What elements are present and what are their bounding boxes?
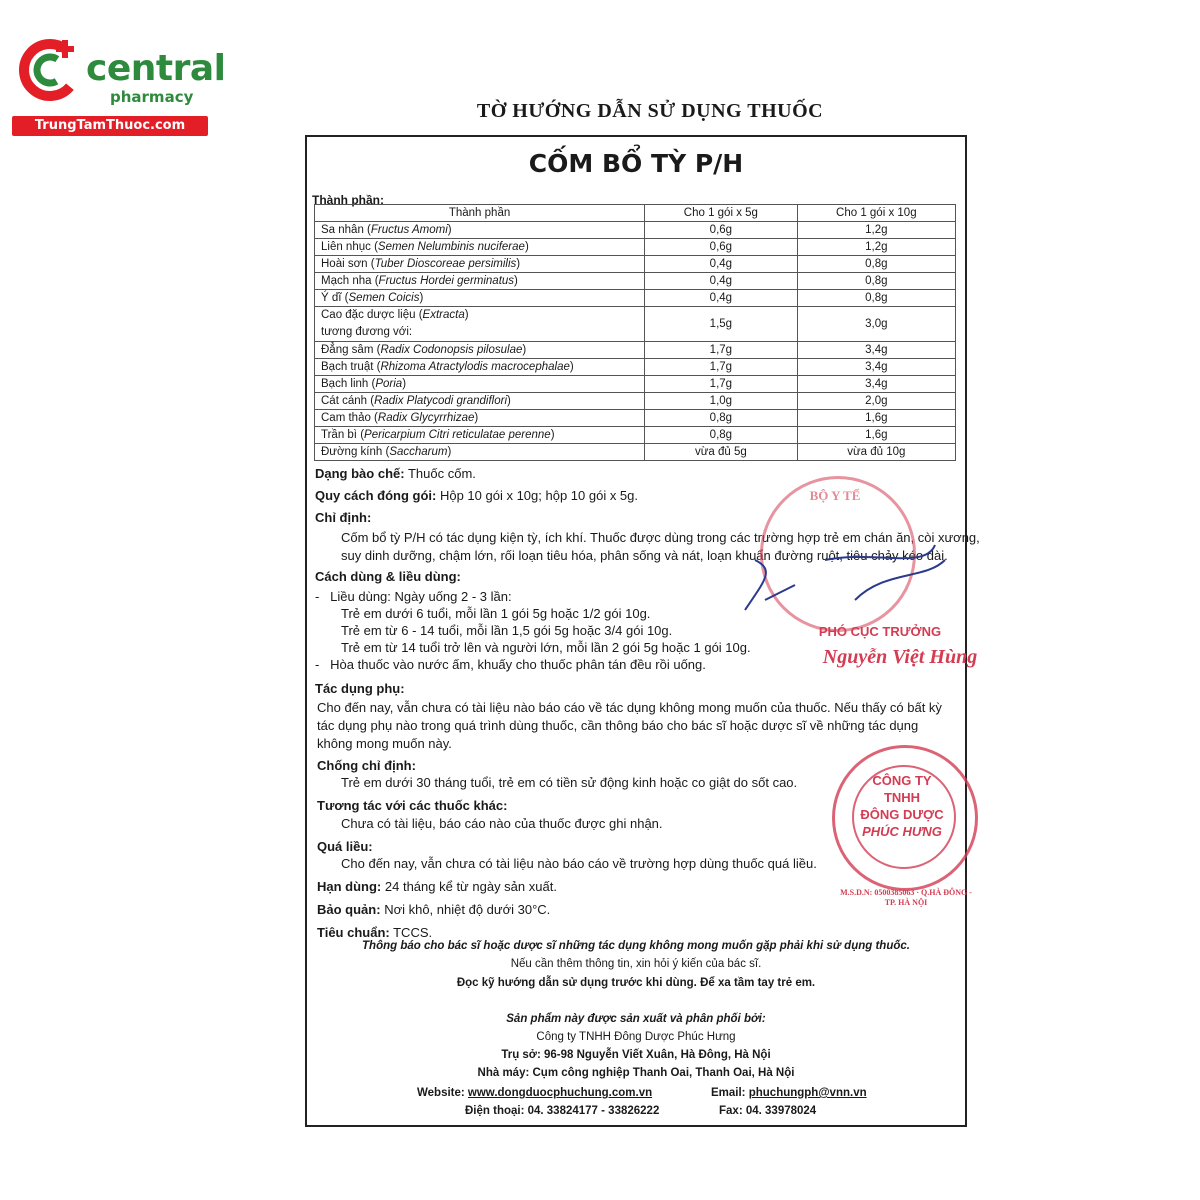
ingredients-table — [314, 204, 956, 461]
table-row — [315, 222, 956, 239]
ingredient-name: Cam thảo (Radix Glycyrrhizae) — [315, 410, 645, 427]
manufacturer-company: Công ty TNHH Đông Dược Phúc Hưng — [536, 1031, 736, 1043]
usage-text: Liều dùng: Ngày uống 2 - 3 lần: — [330, 589, 512, 604]
brand-banner: TrungTamThuoc.com — [12, 116, 208, 136]
table-row — [315, 256, 956, 273]
usage-text: Hòa thuốc vào nước ấm, khuấy cho thuốc phân tán đều rồi uống. — [330, 657, 706, 672]
brand-sub: pharmacy — [110, 88, 194, 106]
dose-5g: 0,8g — [645, 410, 798, 427]
ingredient-name: Mạch nha (Fructus Hordei germinatus) — [315, 273, 645, 290]
email-link[interactable]: phuchungph@vnn.vn — [748, 1087, 867, 1099]
header-cell: Thành phần — [315, 205, 645, 222]
dose-10g: 1,2g — [797, 239, 955, 256]
notice-line: Đọc kỹ hướng dẫn sử dụng trước khi dùng. Để xa tầm tay trẻ em. — [456, 977, 816, 989]
usage-line: - Liều dùng: Ngày uống 2 - 3 lần: — [315, 589, 512, 604]
table-row — [315, 307, 956, 342]
ingredient-name: Cao đặc dược liệu (Extracta) tương đương với: — [315, 307, 645, 342]
side-effects-line: tác dụng phụ nào trong quá trình dùng thuốc, cần thông báo cho bác sĩ hoặc dược sĩ về những tác dụng — [317, 718, 919, 733]
company-stamp-line: PHÚC HƯNG — [862, 824, 942, 839]
overdose-label: Quá liều: — [317, 839, 373, 854]
table-row — [315, 239, 956, 256]
ingredient-name: Liên nhục (Semen Nelumbinis nuciferae) — [315, 239, 645, 256]
usage-line: Trẻ em dưới 6 tuổi, mỗi lần 1 gói 5g hoặc 1/2 gói 10g. — [341, 606, 651, 621]
notice-line: Nếu cần thêm thông tin, xin hỏi ý kiến của bác sĩ. — [510, 958, 762, 970]
side-effects-label: Tác dụng phụ: — [315, 681, 405, 696]
table-row — [315, 342, 956, 359]
manufacturer-intro — [307, 1013, 965, 1025]
ingredient-name: Đẳng sâm (Radix Codonopsis pilosulae) — [315, 342, 645, 359]
brand-name: central — [86, 48, 226, 89]
indication-label: Chỉ định: — [315, 510, 372, 525]
ingredient-name: Bạch linh (Poria) — [315, 376, 645, 393]
website-link[interactable]: www.dongduocphuchung.com.vn — [467, 1087, 653, 1099]
dose-5g: 1,0g — [645, 393, 798, 410]
table-row — [315, 410, 956, 427]
packaging-label: Quy cách đóng gói: — [315, 488, 437, 503]
side-effects-line: Cho đến nay, vẫn chưa có tài liệu nào báo cáo về tác dụng không mong muốn của thuốc. Nếu thấy có bất kỳ — [317, 700, 942, 715]
manufacturer-hq: Trụ sở: 96-98 Nguyễn Viết Xuân, Hà Đông, Hà Nội — [501, 1049, 771, 1061]
dose-10g: 3,4g — [797, 342, 955, 359]
interaction-value: Chưa có tài liệu, báo cáo nào của thuốc được ghi nhận. — [341, 816, 663, 831]
dose-5g: 0,6g — [645, 222, 798, 239]
dose-10g: 0,8g — [797, 273, 955, 290]
phone: Điện thoại: 04. 33824177 - 33826222 — [465, 1105, 660, 1117]
packaging-value: Hộp 10 gói x 10g; hộp 10 gói x 5g. — [439, 488, 639, 503]
email-row — [711, 1084, 867, 1102]
notice-text: Thông báo cho bác sĩ hoặc dược sĩ những tác dụng không mong muốn gặp phải khi sử dụng thuốc. — [362, 940, 910, 952]
contraindication-label: Chống chỉ định: — [317, 758, 416, 773]
company-stamp-ring-text: M.S.D.N: 0500385063 · Q.HÀ ĐÔNG - TP. HÀ NỘI — [840, 888, 972, 907]
ingredient-name: Đường kính (Saccharum) — [315, 444, 645, 461]
packaging — [315, 487, 638, 505]
dose-5g: 0,6g — [645, 239, 798, 256]
indication-line: Cốm bổ tỳ P/H có tác dụng kiện tỳ, ích khí. Thuốc được dùng trong các trường hợp trẻ em chán ăn, còi xương, — [341, 530, 980, 545]
ingredient-name: Trần bì (Pericarpium Citri reticulatae perenne) — [315, 427, 645, 444]
dose-5g: 1,7g — [645, 376, 798, 393]
interaction-label: Tương tác với các thuốc khác: — [317, 798, 508, 813]
expiry-value: 24 tháng kể từ ngày sản xuất. — [384, 879, 557, 894]
dose-10g: vừa đủ 10g — [797, 444, 955, 461]
contraindication-value: Trẻ em dưới 30 tháng tuổi, trẻ em có tiền sử động kinh hoặc co giật do sốt cao. — [341, 775, 798, 790]
dose-10g: 0,8g — [797, 256, 955, 273]
dose-5g: 1,5g — [645, 307, 798, 342]
standard-label: Tiêu chuẩn: — [317, 925, 390, 940]
drug-name: CỐM BỔ TỲ P/H — [528, 149, 744, 178]
page-title: TỜ HƯỚNG DẪN SỬ DỤNG THUỐC — [476, 100, 824, 122]
dose-5g: 0,4g — [645, 290, 798, 307]
ingredient-name: Bạch truật (Rhizoma Atractylodis macrocephalae) — [315, 359, 645, 376]
company-stamp-line: CÔNG TY — [872, 773, 932, 788]
dose-10g: 2,0g — [797, 393, 955, 410]
expiry-label: Hạn dùng: — [317, 879, 382, 894]
ingredients-label: Thành phần: — [312, 193, 384, 207]
dose-10g: 3,4g — [797, 359, 955, 376]
dose-5g: 0,4g — [645, 256, 798, 273]
usage-line: Trẻ em từ 14 tuổi trở lên và người lớn, mỗi lần 2 gói 5g hoặc 1 gói 10g. — [341, 640, 751, 655]
dose-10g: 1,2g — [797, 222, 955, 239]
fax: Fax: 04. 33978024 — [719, 1105, 817, 1117]
indication-line: suy dinh dưỡng, chậm lớn, rối loạn tiêu hóa, phân sống và nát, loạn khuẩn đường ruột, tiêu chảy kéo dài. — [341, 548, 948, 563]
dosage-form-value: Thuốc cốm. — [407, 466, 476, 481]
signature-mark — [735, 540, 955, 630]
table-row — [315, 444, 956, 461]
dose-5g: 0,8g — [645, 427, 798, 444]
table-row — [315, 273, 956, 290]
overdose-value: Cho đến nay, vẫn chưa có tài liệu nào báo cáo về trường hợp dùng thuốc quá liều. — [341, 856, 817, 871]
table-row — [315, 290, 956, 307]
dose-10g: 0,8g — [797, 290, 955, 307]
company-stamp-line: ĐÔNG DƯỢC — [860, 807, 944, 822]
usage-label: Cách dùng & liều dùng: — [315, 569, 461, 584]
dose-5g: vừa đủ 5g — [645, 444, 798, 461]
dose-10g: 3,4g — [797, 376, 955, 393]
company-stamp-text — [852, 772, 952, 840]
dosage-form — [315, 465, 476, 483]
ingredient-name: Hoài sơn (Tuber Dioscoreae persimilis) — [315, 256, 645, 273]
table-row — [315, 427, 956, 444]
expiry — [317, 878, 557, 896]
manufacturer-intro-text: Sản phẩm này được sản xuất và phân phối bởi: — [506, 1013, 766, 1025]
ingredient-name: Cát cánh (Radix Platycodi grandiflori) — [315, 393, 645, 410]
approval-title: PHÓ CỤC TRƯỞNG — [818, 624, 942, 639]
dose-5g: 0,4g — [645, 273, 798, 290]
website-row — [417, 1084, 652, 1102]
side-effects-line: không mong muốn này. — [317, 736, 452, 751]
website-label: Website: — [417, 1087, 465, 1099]
header-cell: Cho 1 gói x 5g — [645, 205, 798, 222]
company-stamp-line: TNHH — [883, 790, 921, 805]
notice-line — [307, 940, 965, 952]
approval-signer: Nguyễn Việt Hùng — [822, 646, 978, 668]
storage-value: Nơi khô, nhiệt độ dưới 30°C. — [384, 902, 551, 917]
standard-value: TCCS. — [393, 925, 433, 940]
dose-10g: 1,6g — [797, 427, 955, 444]
email-label: Email: — [711, 1087, 746, 1099]
dose-5g: 1,7g — [645, 342, 798, 359]
table-row — [315, 393, 956, 410]
manufacturer-factory: Nhà máy: Cụm công nghiệp Thanh Oai, Thanh Oai, Hà Nội — [477, 1067, 795, 1079]
approval-stamp-ring-text: BỘ Y TẾ — [809, 488, 861, 503]
storage-label: Bảo quản: — [317, 902, 381, 917]
ingredient-name: Sa nhân (Fructus Amomi) — [315, 222, 645, 239]
table-header-row — [315, 205, 956, 222]
header-cell: Cho 1 gói x 10g — [797, 205, 955, 222]
table-row — [315, 359, 956, 376]
dose-10g: 1,6g — [797, 410, 955, 427]
dosage-form-label: Dạng bào chế: — [315, 466, 405, 481]
table-row — [315, 376, 956, 393]
usage-line: - Hòa thuốc vào nước ấm, khuấy cho thuốc phân tán đều rồi uống. — [315, 657, 706, 672]
storage — [317, 901, 550, 919]
ingredient-name: Ý dĩ (Semen Coicis) — [315, 290, 645, 307]
usage-line: Trẻ em từ 6 - 14 tuổi, mỗi lần 1,5 gói 5g hoặc 3/4 gói 10g. — [341, 623, 673, 638]
dose-5g: 1,7g — [645, 359, 798, 376]
dose-10g: 3,0g — [797, 307, 955, 342]
